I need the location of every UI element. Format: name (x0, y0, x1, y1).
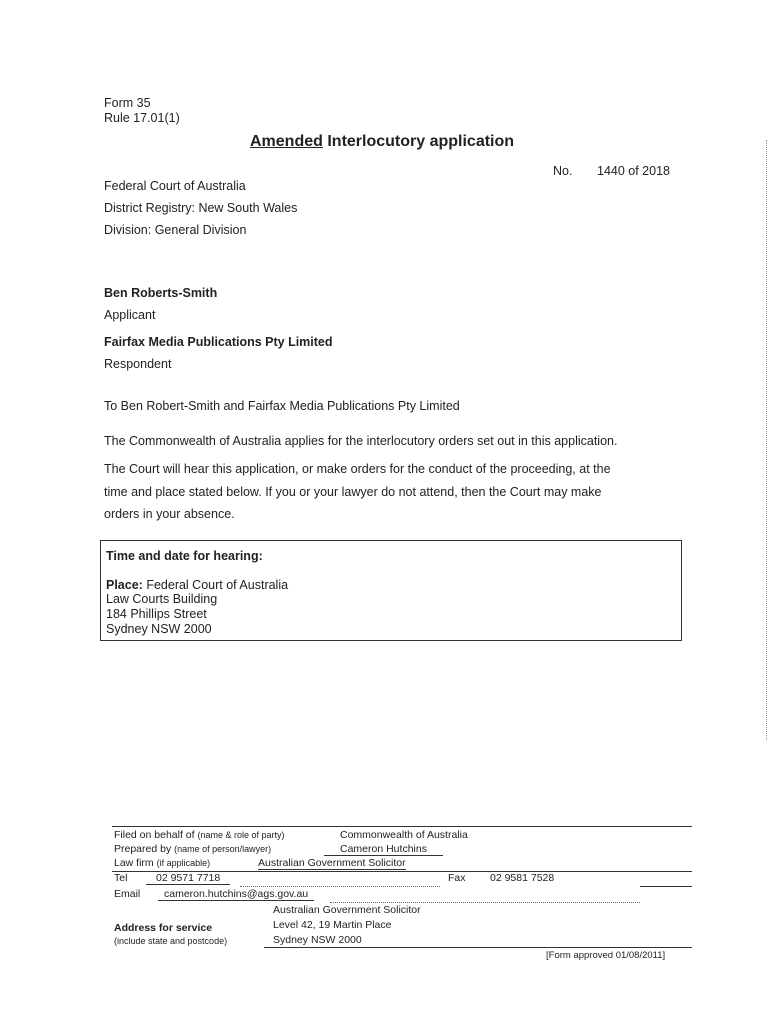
applicant-name: Ben Roberts-Smith (104, 286, 218, 300)
hearing-place-line-2: Law Courts Building (106, 592, 218, 606)
tel-label: Tel (114, 872, 128, 884)
prepared-hint: (name of person/lawyer) (174, 844, 272, 854)
page-edge-dots (766, 140, 767, 740)
address-label: Address for service (114, 922, 213, 934)
respondent-role: Respondent (104, 357, 172, 371)
hearing-notice-line-1: The Court will hear this application, or make orders for the conduct of the proceeding, at the (104, 462, 611, 476)
prepared-label: Prepared by (114, 843, 172, 855)
prepared-value: Cameron Hutchins (324, 843, 443, 856)
tel-fill-dots (240, 886, 440, 887)
address-line-1: Australian Government Solicitor (273, 904, 421, 916)
title-amended: Amended (250, 133, 323, 150)
firm-hint: (if applicable) (156, 858, 211, 868)
hearing-place-line-1 (106, 578, 288, 592)
address-line-2: Level 42, 19 Martin Place (273, 919, 392, 931)
form-number: Form 35 (104, 96, 151, 110)
filed-hint: (name & role of party) (197, 830, 285, 840)
email-label: Email (114, 888, 141, 900)
case-number: 1440 of 2018 (597, 164, 670, 178)
firm-value: Australian Government Solicitor (258, 857, 406, 869)
page-title (250, 133, 514, 151)
hearing-place-label: Place: (106, 578, 143, 592)
tel-value: 02 9571 7718 (146, 872, 230, 885)
applicant-role: Applicant (104, 308, 156, 322)
firm-label: Law firm (114, 857, 154, 869)
address-rule (264, 947, 692, 948)
address-line-3: Sydney NSW 2000 (273, 934, 362, 946)
prepared-by-row (114, 843, 271, 855)
fax-value: 02 9581 7528 (490, 872, 555, 884)
respondent-name: Fairfax Media Publications Pty Limited (104, 335, 333, 349)
email-value: cameron.hutchins@ags.gov.au (158, 888, 314, 901)
hearing-place-line-4: Sydney NSW 2000 (106, 622, 212, 636)
filed-label: Filed on behalf of (114, 829, 195, 841)
filed-on-behalf-row (114, 829, 285, 841)
law-firm-row (114, 857, 210, 869)
application-statement: The Commonwealth of Australia applies for the interlocutory orders set out in this application. (104, 434, 618, 448)
hearing-place-line-3: 184 Phillips Street (106, 607, 207, 621)
case-no-label: No. (553, 164, 573, 178)
title-rest: Interlocutory application (327, 133, 515, 150)
form-approved-note: [Form approved 01/08/2011] (546, 950, 666, 961)
address-hint: (include state and postcode) (114, 936, 228, 946)
email-fill-dots (330, 902, 640, 903)
hearing-place-value: Federal Court of Australia (146, 578, 289, 592)
hearing-notice-line-3: orders in your absence. (104, 507, 235, 521)
rule-reference: Rule 17.01(1) (104, 111, 180, 125)
fax-label: Fax (448, 872, 466, 884)
filed-value: Commonwealth of Australia (340, 829, 468, 841)
court-registry: District Registry: New South Wales (104, 201, 298, 215)
fax-fill-rule (640, 886, 692, 887)
court-division: Division: General Division (104, 223, 247, 237)
footer-top-rule (112, 826, 692, 827)
addressee-line: To Ben Robert-Smith and Fairfax Media Publications Pty Limited (104, 399, 460, 413)
court-name: Federal Court of Australia (104, 179, 246, 193)
hearing-notice-line-2: time and place stated below. If you or your lawyer do not attend, then the Court may make (104, 485, 602, 499)
hearing-time-label: Time and date for hearing: (106, 549, 263, 563)
